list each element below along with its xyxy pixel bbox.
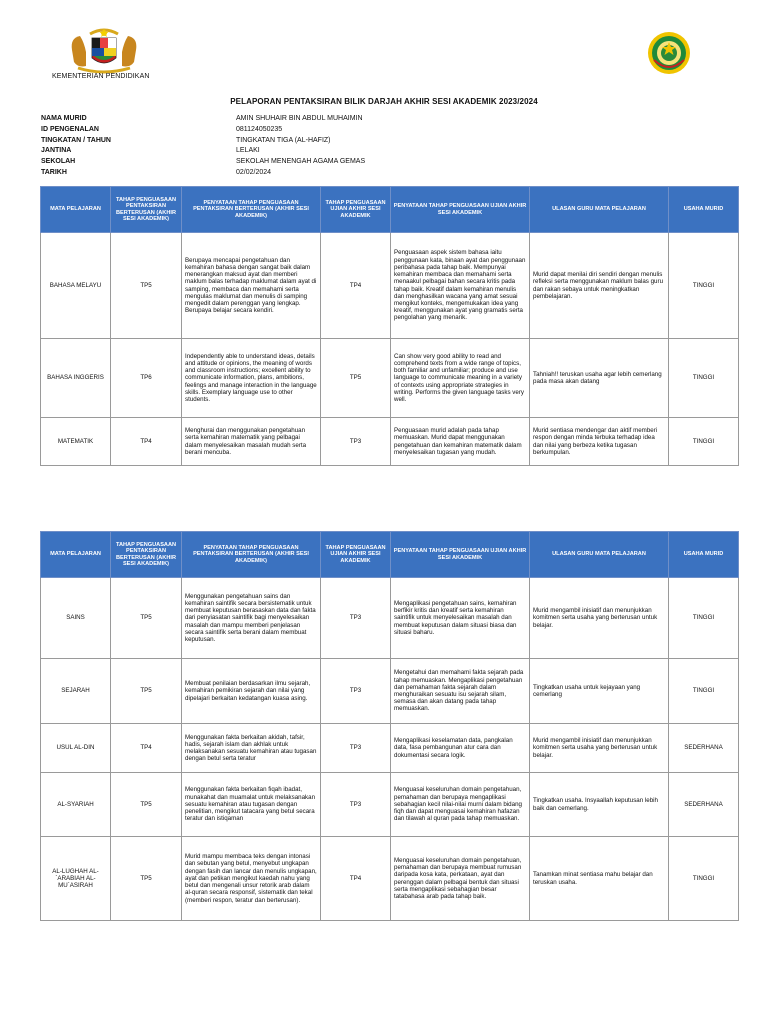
table-header-row [41, 532, 739, 578]
usaha-cell: TINGGI [669, 578, 739, 659]
info-label: SEKOLAH [41, 158, 76, 166]
tp-pb-cell: TP6 [111, 339, 182, 418]
tp-pb-cell: TP5 [111, 773, 182, 837]
ujian-statement-cell: Menguasai keseluruhan domain pengetahuan, pemahaman dan berupaya membuat rumusan daripada kosa kata, perkataan, ayat dan perenggan dalam pelbagai bentuk dan situasi serta mengaplikasi sebahagian besar tatabahasa arab pada tahap baik. [391, 837, 530, 921]
ulasan-cell: Murid mengambil inisiatif dan menunjukkan komitmen serta usaha yang berterusan untuk belajar. [530, 578, 669, 659]
info-row [41, 136, 365, 147]
ujian-statement-cell: Can show very good ability to read and comprehend texts from a wide range of topics, both familiar and unfamiliar; produce and use language to communicate meaning in a variety of contexts using appropriate strategies in writing. Performs the given language tasks very well. [391, 339, 530, 418]
tp-ujian-cell: TP3 [321, 659, 391, 724]
ministry-name: KEMENTERIAN PENDIDIKAN [52, 73, 150, 80]
ujian-statement-cell: Menguasai keseluruhan domain pengetahuan, pemahaman dan berupaya mengaplikasi sebahagian kecil nilai-nilai murni dalam bidang fiqh dan dapat menguasai kemahiran hafazan dan tilawah al quran pada tahap memuaskan. [391, 773, 530, 837]
tp-ujian-cell: TP3 [321, 418, 391, 466]
pb-statement-cell: Murid mampu membaca teks dengan intonasi dan sebutan yang betul, menyebut ungkapan dengan fasih dan lancar dan menulis ungkapan, ayat dan petikan mengikut kaedah nahu yang betul dan mengenali unsur retorik arab dalam al-quran secara responsif, sistematik dan tekal (memberi respon, teratur dan berterusan). [182, 837, 321, 921]
info-row [41, 114, 365, 125]
ujian-statement-cell: Penguasaan murid adalah pada tahap memuaskan. Murid dapat menggunakan pengetahuan dan kemahiran matematik dalam menyelesaikan tugasan yang mudah. [391, 418, 530, 466]
col-header-subject: MATA PELAJARAN [41, 532, 111, 578]
usaha-cell: SEDERHANA [669, 724, 739, 773]
assessment-table-1 [40, 186, 739, 466]
table-row [41, 578, 739, 659]
info-label: TARIKH [41, 168, 67, 176]
info-value: 081124050235 [236, 125, 283, 133]
tp-pb-cell: TP5 [111, 578, 182, 659]
info-row [41, 157, 365, 168]
ujian-statement-cell: Penguasaan aspek sistem bahasa iaitu penggunaan kata, binaan ayat dan penggunaan peribahasa pada tahap baik. Mempunyai kemahiran membaca dan memahami serta menaakul pelbagai bahan secara kritis pada tahap baik. Kreatif dalam kemahiran menulis dan menghasilkan wacana yang amat sesuai mengikut konteks, mengemukakan idea yang kreatif, menggunakan ayat yang gramatis serta pengolahan yang menarik. [391, 233, 530, 339]
report-title: PELAPORAN PENTAKSIRAN BILIK DARJAH AKHIR SESI AKADEMIK 2023/2024 [230, 97, 538, 106]
col-header-pb-statement: PENYATAAN TAHAP PENGUASAAN PENTAKSIRAN BERTERUSAN (AKHIR SESI AKADEMIK) [182, 187, 321, 233]
info-label: JANTINA [41, 147, 72, 155]
usaha-cell: TINGGI [669, 837, 739, 921]
col-header-ujian-statement: PENYATAAN TAHAP PENGUASAAN UJIAN AKHIR SESI AKADEMIK [391, 187, 530, 233]
tp-ujian-cell: TP4 [321, 837, 391, 921]
table-row [41, 773, 739, 837]
col-header-ulasan: ULASAN GURU MATA PELAJARAN [530, 187, 669, 233]
info-row [41, 168, 365, 179]
col-header-tp-pb: TAHAP PENGUASAAN PENTAKSIRAN BERTERUSAN (AKHIR SESI AKADEMIK) [111, 187, 182, 233]
subject-cell: SAINS [41, 578, 111, 659]
assessment-table-2 [40, 531, 739, 921]
subject-cell: MATEMATIK [41, 418, 111, 466]
subject-cell: AL-SYARIAH [41, 773, 111, 837]
col-header-tp-ujian: TAHAP PENGUASAAN UJIAN AKHIR SESI AKADEMIK [321, 532, 391, 578]
student-info [41, 114, 365, 179]
table-row [41, 724, 739, 773]
school-crest-icon [646, 30, 692, 76]
tp-pb-cell: TP4 [111, 724, 182, 773]
col-header-tp-ujian: TAHAP PENGUASAAN UJIAN AKHIR SESI AKADEMIK [321, 187, 391, 233]
table-row [41, 837, 739, 921]
tp-ujian-cell: TP3 [321, 724, 391, 773]
info-row [41, 125, 365, 136]
usaha-cell: TINGGI [669, 659, 739, 724]
pb-statement-cell: Menggunakan pengetahuan sains dan kemahiran saintifik secara bersistematik untuk membuat keputusan berasaskan data dan fakta dari penyiasatan saintifik bagi menyelesaikan masalah dan mampu memberi penjelasan secara saintifik serta berani dalam membuat keputusan. [182, 578, 321, 659]
col-header-pb-statement: PENYATAAN TAHAP PENGUASAAN PENTAKSIRAN BERTERUSAN (AKHIR SESI AKADEMIK) [182, 532, 321, 578]
pb-statement-cell: Menggunakan fakta berkaitan fiqah ibadat, munakahat dan muamalat untuk melaksanakan sesuatu kemahiran atau tugasan dengan penelitian, mengikut tatacara yang betul secara teratur dan istiqaman [182, 773, 321, 837]
info-label: TINGKATAN / TAHUN [41, 136, 111, 144]
tp-pb-cell: TP4 [111, 418, 182, 466]
usaha-cell: TINGGI [669, 233, 739, 339]
tp-pb-cell: TP5 [111, 233, 182, 339]
ulasan-cell: Murid sentiasa mendengar dan aktif memberi respon dengan minda terbuka terhadap idea dan nilai yang berbeza ketika tugasan berkumpulan. [530, 418, 669, 466]
pb-statement-cell: Berupaya mencapai pengetahuan dan kemahiran bahasa dengan sangat baik dalam menerangkan maksud ayat dan memberi maklum balas terhadap maklumat dalam ayat di samping, membaca dan memahami serta mengulas maklumat dan menulis di samping mengedit dalam perenggan yang lengkap. Berupaya belajar secara kendiri. [182, 233, 321, 339]
ulasan-cell: Tanamkan minat sentiasa mahu belajar dan teruskan usaha. [530, 837, 669, 921]
col-header-tp-pb: TAHAP PENGUASAAN PENTAKSIRAN BERTERUSAN (AKHIR SESI AKADEMIK) [111, 532, 182, 578]
table-row [41, 418, 739, 466]
malaysia-coat-of-arms-icon [64, 28, 144, 74]
tp-ujian-cell: TP3 [321, 773, 391, 837]
col-header-ulasan: ULASAN GURU MATA PELAJARAN [530, 532, 669, 578]
tp-ujian-cell: TP5 [321, 339, 391, 418]
info-value: SEKOLAH MENENGAH AGAMA GEMAS [236, 158, 366, 166]
info-value: 02/02/2024 [236, 168, 272, 176]
subject-cell: SEJARAH [41, 659, 111, 724]
info-value: LELAKI [236, 147, 260, 155]
col-header-usaha: USAHA MURID [669, 187, 739, 233]
usaha-cell: SEDERHANA [669, 773, 739, 837]
ujian-statement-cell: Mengaplikasi keselamatan data, pangkalan data, fasa pembangunan atur cara dan dokumentasi secara logik. [391, 724, 530, 773]
pb-statement-cell: Menggunakan fakta berkaitan akidah, tafsir, hadis, sejarah islam dan akhlak untuk melaksanakan sesuatu kemahiran atau tugasan dengan betul serta teratur [182, 724, 321, 773]
tp-ujian-cell: TP3 [321, 578, 391, 659]
pb-statement-cell: Membuat penilaian berdasarkan ilmu sejarah, kemahiran pemikiran sejarah dan nilai yang dipelajari berkaitan kedatangan kuasa asing. [182, 659, 321, 724]
usaha-cell: TINGGI [669, 418, 739, 466]
tp-pb-cell: TP5 [111, 659, 182, 724]
info-value: AMIN SHUHAIR BIN ABDUL MUHAIMIN [236, 115, 363, 122]
col-header-usaha: USAHA MURID [669, 532, 739, 578]
usaha-cell: TINGGI [669, 339, 739, 418]
table-row [41, 339, 739, 418]
ulasan-cell: Murid mengambil inisiatif dan menunjukkan komitmen serta usaha yang berterusan untuk belajar. [530, 724, 669, 773]
tp-ujian-cell: TP4 [321, 233, 391, 339]
subject-cell: AL-LUGHAH AL-`ARABIAH AL-MU`ASIRAH [41, 837, 111, 921]
info-label: ID PENGENALAN [41, 125, 99, 133]
info-label: NAMA MURID [41, 115, 87, 122]
ulasan-cell: Tingkatkan usaha untuk kejayaan yang cemerlang [530, 659, 669, 724]
col-header-subject: MATA PELAJARAN [41, 187, 111, 233]
table-row [41, 233, 739, 339]
ujian-statement-cell: Mengaplikasi pengetahuan sains, kemahiran berfikir kritis dan kreatif serta kemahiran saintifik untuk menyelesaikan masalah dan membuat keputusan dalam situasi biasa dan situasi baharu. [391, 578, 530, 659]
col-header-ujian-statement: PENYATAAN TAHAP PENGUASAAN UJIAN AKHIR SESI AKADEMIK [391, 532, 530, 578]
subject-cell: BAHASA INGGERIS [41, 339, 111, 418]
ulasan-cell: Murid dapat menilai diri sendiri dengan menulis refleksi serta menggunakan maklum balas guru dan rakan sebaya untuk meningkatkan pembelajaran. [530, 233, 669, 339]
table-row [41, 659, 739, 724]
tp-pb-cell: TP5 [111, 837, 182, 921]
info-value: TINGKATAN TIGA (AL-HAFIZ) [236, 136, 331, 144]
pb-statement-cell: Menghurai dan menggunakan pengetahuan serta kemahiran matematik yang pelbagai dalam menyelesaikan masalah mudah serta berani mencuba. [182, 418, 321, 466]
subject-cell: USUL AL-DIN [41, 724, 111, 773]
ulasan-cell: Tingkatkan usaha. Insyaallah keputusan lebih baik dan cemerlang. [530, 773, 669, 837]
subject-cell: BAHASA MELAYU [41, 233, 111, 339]
info-row [41, 146, 365, 157]
ujian-statement-cell: Mengetahui dan memahami fakta sejarah pada tahap memuaskan. Mengaplikasi pengetahuan dan pemahaman fakta sejarah dalam menghuraikan sesuatu isu sejarah silam, semasa dan akan datang pada tahap memuaskan. [391, 659, 530, 724]
table-header-row [41, 187, 739, 233]
pb-statement-cell: Independently able to understand ideas, details and attitude or opinions, the meaning of words and classroom instructions; excellent ability to communicate information, plans, ambitions, feelings and manage interaction in the language skills. Exemplary language use to other students. [182, 339, 321, 418]
ulasan-cell: Tahniah!! teruskan usaha agar lebih cemerlang pada masa akan datang [530, 339, 669, 418]
